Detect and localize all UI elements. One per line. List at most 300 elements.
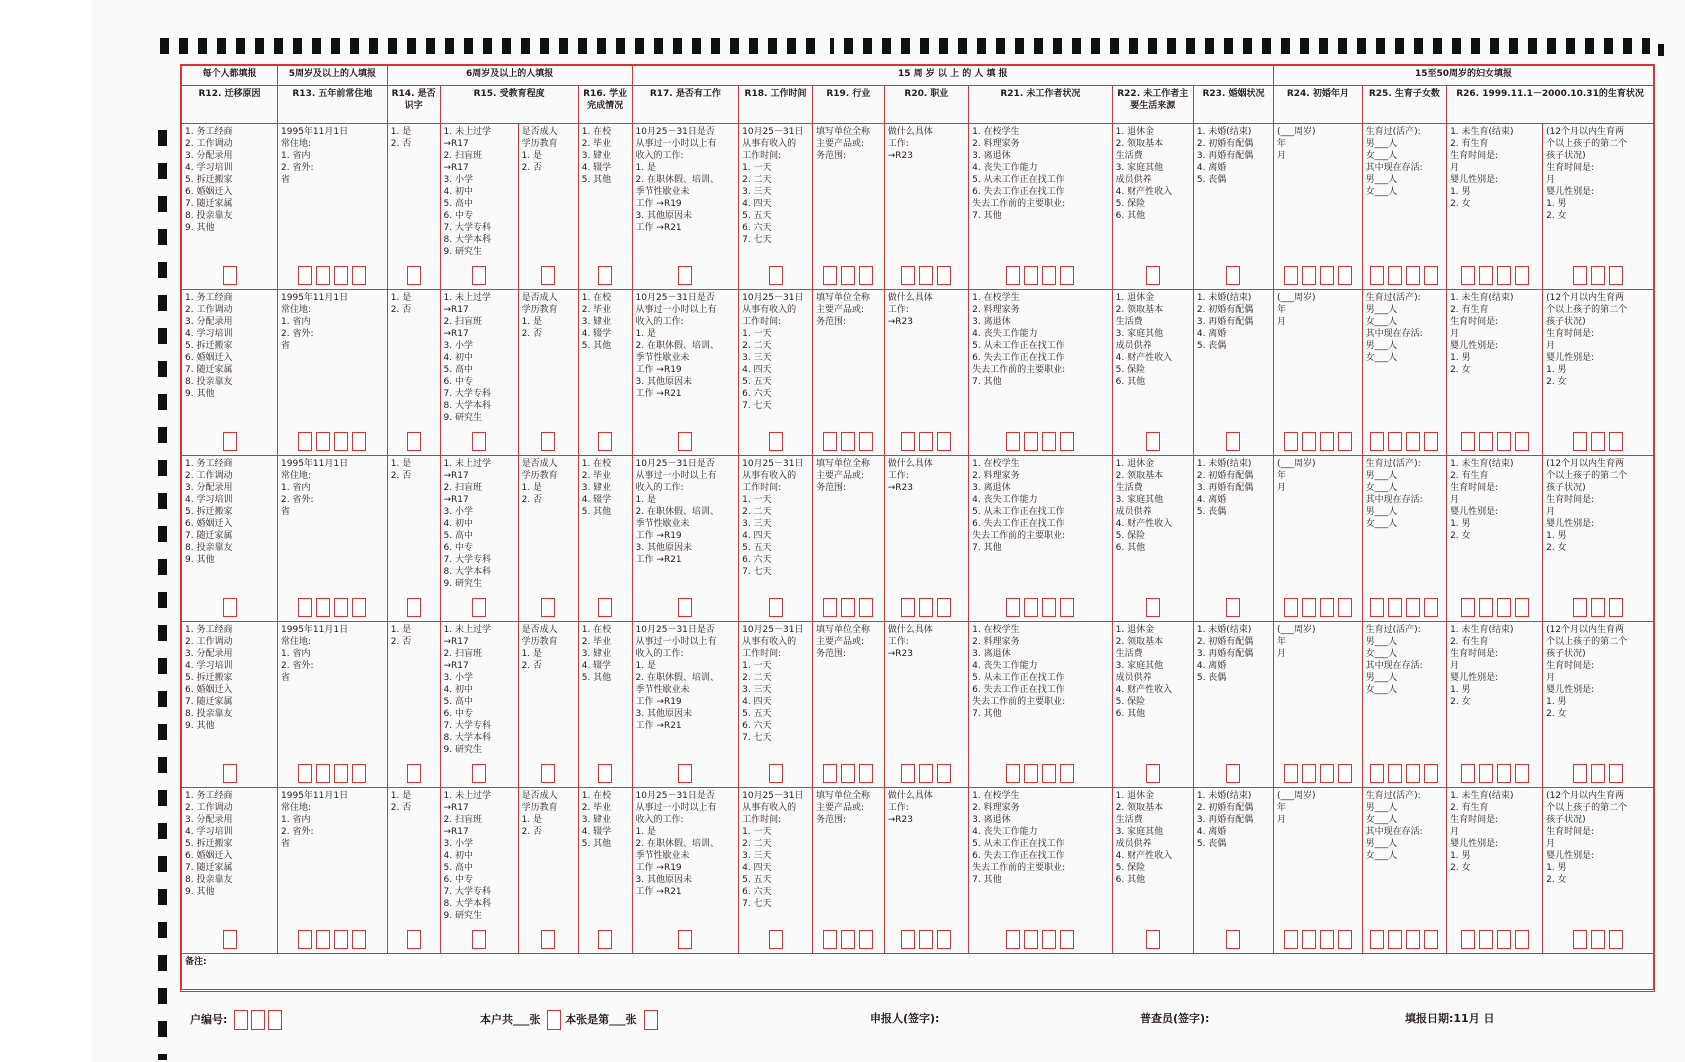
answer-box[interactable]: [1461, 930, 1475, 949]
answer-box[interactable]: [598, 266, 612, 285]
answer-box[interactable]: [472, 598, 486, 617]
answer-box[interactable]: [1515, 764, 1529, 783]
option-text: 女___人: [1365, 685, 1398, 695]
household-number-box[interactable]: [251, 1010, 265, 1030]
answer-box[interactable]: [1024, 930, 1038, 949]
option-text: 工作 →R19: [635, 863, 682, 873]
answer-box[interactable]: [1406, 598, 1420, 617]
option-text: 1. 退休金: [1115, 459, 1155, 469]
answer-boxes: [1194, 266, 1273, 285]
option-text: 5. 拆迁搬家: [185, 341, 233, 351]
answer-box[interactable]: [1284, 266, 1298, 285]
option-text: 3. 肄业: [581, 815, 612, 825]
answer-box[interactable]: [1515, 266, 1529, 285]
answer-box[interactable]: [298, 598, 312, 617]
answer-box[interactable]: [1006, 432, 1020, 451]
option-text: 9. 其他: [185, 887, 215, 897]
household-number-box[interactable]: [268, 1010, 282, 1030]
answer-boxes: [1113, 266, 1193, 285]
answer-box[interactable]: [859, 930, 873, 949]
option-text: 5. 其他: [581, 175, 612, 185]
cell-r17: [632, 456, 739, 622]
option-text: 2. 工作调动: [185, 803, 233, 813]
option-text: 6. 中专: [443, 543, 473, 553]
answer-box[interactable]: [1609, 598, 1623, 617]
answer-box[interactable]: [1388, 764, 1402, 783]
answer-box[interactable]: [1497, 598, 1511, 617]
report-date[interactable]: 填报日期:11月 日: [1405, 1012, 1495, 1025]
answer-box[interactable]: [334, 764, 348, 783]
option-text: 4. 辍学: [581, 495, 612, 505]
answer-box[interactable]: [678, 930, 692, 949]
answer-box[interactable]: [1388, 266, 1402, 285]
answer-box[interactable]: [1370, 598, 1384, 617]
answer-box[interactable]: [407, 598, 421, 617]
option-text: 2. 二天: [742, 507, 772, 517]
cell-r22: [1112, 124, 1193, 290]
option-text: 5. 高中: [443, 697, 473, 707]
answer-box[interactable]: [1424, 930, 1438, 949]
answer-box[interactable]: [223, 598, 237, 617]
answer-box[interactable]: [1320, 266, 1334, 285]
answer-box[interactable]: [598, 432, 612, 451]
answer-box[interactable]: [1024, 764, 1038, 783]
option-text: 3. 三天: [742, 187, 772, 197]
cell-r18: [739, 124, 813, 290]
option-text: →R23: [887, 815, 913, 825]
answer-box[interactable]: [352, 266, 366, 285]
answer-box[interactable]: [298, 930, 312, 949]
answer-box[interactable]: [1338, 266, 1352, 285]
answer-box[interactable]: [1424, 432, 1438, 451]
option-text: 3. 家庭其他: [1115, 827, 1164, 837]
answer-boxes: [441, 598, 518, 617]
option-text: 1. 省内: [281, 151, 311, 161]
cell-r25: [1362, 622, 1446, 788]
answer-box[interactable]: [598, 764, 612, 783]
answer-box[interactable]: [1284, 764, 1298, 783]
answer-box[interactable]: [1024, 598, 1038, 617]
answer-box[interactable]: [1573, 432, 1587, 451]
answer-box[interactable]: [472, 266, 486, 285]
option-text: 3. 其他原因未: [635, 875, 692, 885]
answer-box[interactable]: [1042, 266, 1056, 285]
cell-r26b: [1543, 290, 1654, 456]
answer-box[interactable]: [823, 266, 837, 285]
cell-r25: [1362, 788, 1446, 954]
answer-box[interactable]: [1515, 598, 1529, 617]
answer-box[interactable]: [678, 764, 692, 783]
answer-box[interactable]: [352, 598, 366, 617]
answer-box[interactable]: [1388, 930, 1402, 949]
option-text: 2. 女: [1450, 531, 1471, 541]
answer-box[interactable]: [1461, 266, 1475, 285]
answer-box[interactable]: [472, 432, 486, 451]
answer-box[interactable]: [769, 266, 783, 285]
answer-box[interactable]: [223, 432, 237, 451]
answer-box[interactable]: [541, 764, 555, 783]
option-text: (12个月以内生育两: [1546, 293, 1625, 303]
option-text: 9. 其他: [185, 555, 215, 565]
answer-box[interactable]: [598, 598, 612, 617]
answer-box[interactable]: [316, 598, 330, 617]
answer-box[interactable]: [859, 764, 873, 783]
answer-box[interactable]: [1406, 764, 1420, 783]
answer-box[interactable]: [1573, 764, 1587, 783]
answer-box[interactable]: [1302, 930, 1316, 949]
answer-box[interactable]: [1479, 930, 1493, 949]
option-text: 婴儿性别是:: [1546, 851, 1595, 861]
answer-box[interactable]: [1024, 432, 1038, 451]
option-text: 6. 中专: [443, 211, 473, 221]
cell-r24: [1274, 124, 1363, 290]
answer-box[interactable]: [1591, 764, 1605, 783]
answer-box[interactable]: [316, 930, 330, 949]
answer-box[interactable]: [1497, 432, 1511, 451]
answer-box[interactable]: [1609, 930, 1623, 949]
option-text: 5. 高中: [443, 531, 473, 541]
answer-box[interactable]: [1406, 930, 1420, 949]
answer-box[interactable]: [823, 432, 837, 451]
answer-box[interactable]: [1060, 266, 1074, 285]
option-text: 2. 二天: [742, 341, 772, 351]
answer-box[interactable]: [407, 930, 421, 949]
answer-box[interactable]: [1338, 930, 1352, 949]
answer-box[interactable]: [1461, 598, 1475, 617]
answer-boxes: [441, 432, 518, 451]
answer-box[interactable]: [316, 432, 330, 451]
option-text: 3. 小学: [443, 673, 473, 683]
answer-box[interactable]: [1320, 432, 1334, 451]
answer-box[interactable]: [1226, 764, 1240, 783]
option-text: 7. 大学专科: [443, 223, 491, 233]
col-r15: R15. 受教育程度: [440, 86, 578, 124]
answer-box[interactable]: [1146, 432, 1160, 451]
answer-box[interactable]: [1338, 764, 1352, 783]
cell-r20: [884, 456, 968, 622]
answer-box[interactable]: [1320, 930, 1334, 949]
answer-box[interactable]: [1497, 266, 1511, 285]
option-text: 工作 →R19: [635, 199, 682, 209]
answer-box[interactable]: [919, 432, 933, 451]
answer-box[interactable]: [859, 598, 873, 617]
answer-box[interactable]: [407, 764, 421, 783]
option-text: 5. 高中: [443, 863, 473, 873]
answer-box[interactable]: [1042, 432, 1056, 451]
cell-r13: [278, 290, 388, 456]
answer-box[interactable]: [541, 930, 555, 949]
answer-box[interactable]: [1042, 764, 1056, 783]
answer-box[interactable]: [407, 432, 421, 451]
answer-box[interactable]: [334, 930, 348, 949]
answer-box[interactable]: [919, 930, 933, 949]
answer-boxes: [278, 764, 387, 783]
option-text: 1. 是: [521, 151, 543, 161]
option-text: 5. 丧偶: [1196, 175, 1227, 185]
answer-boxes: [885, 266, 968, 285]
answer-box[interactable]: [1573, 930, 1587, 949]
answer-box[interactable]: [1320, 764, 1334, 783]
answer-box[interactable]: [541, 598, 555, 617]
answer-box[interactable]: [1370, 930, 1384, 949]
answer-box[interactable]: [1591, 266, 1605, 285]
answer-box[interactable]: [1424, 266, 1438, 285]
answer-box[interactable]: [223, 764, 237, 783]
answer-box[interactable]: [1497, 930, 1511, 949]
option-text: 常住地:: [281, 139, 312, 149]
answer-box[interactable]: [472, 764, 486, 783]
option-text: 2. 有生育: [1450, 803, 1489, 813]
answer-box[interactable]: [1042, 930, 1056, 949]
answer-box[interactable]: [1302, 266, 1316, 285]
answer-box[interactable]: [316, 266, 330, 285]
answer-box[interactable]: [919, 598, 933, 617]
answer-box[interactable]: [352, 764, 366, 783]
answer-box[interactable]: [769, 764, 783, 783]
answer-box[interactable]: [1370, 432, 1384, 451]
option-text: 婴儿性别是:: [1450, 507, 1499, 517]
answer-box[interactable]: [1060, 930, 1074, 949]
answer-box[interactable]: [352, 930, 366, 949]
option-text: 5. 其他: [581, 341, 612, 351]
answer-box[interactable]: [901, 432, 915, 451]
answer-box[interactable]: [937, 266, 951, 285]
option-text: 5. 从未工作正在找工作: [972, 341, 1065, 351]
answer-box[interactable]: [223, 266, 237, 285]
option-text: 1. 省内: [281, 815, 311, 825]
answer-boxes: [1274, 764, 1362, 783]
answer-box[interactable]: [334, 598, 348, 617]
answer-box[interactable]: [859, 266, 873, 285]
option-text: 从事有收入的: [742, 637, 797, 647]
answer-box[interactable]: [1515, 432, 1529, 451]
option-text: 2. 料理家务: [972, 305, 1020, 315]
answer-box[interactable]: [1573, 266, 1587, 285]
answer-box[interactable]: [1284, 432, 1298, 451]
this-sheet-box[interactable]: [644, 1010, 658, 1030]
answer-box[interactable]: [1609, 266, 1623, 285]
answer-box[interactable]: [1479, 432, 1493, 451]
option-text: 10月25－31日: [742, 791, 804, 801]
answer-box[interactable]: [1497, 764, 1511, 783]
cell-r16: [578, 290, 632, 456]
option-text: 9. 其他: [185, 223, 215, 233]
answer-box[interactable]: [901, 598, 915, 617]
answer-box[interactable]: [1006, 764, 1020, 783]
option-text: 主要产品或:: [815, 637, 865, 647]
answer-box[interactable]: [1302, 764, 1316, 783]
option-text: 2. 省外:: [281, 163, 314, 173]
answer-box[interactable]: [1591, 432, 1605, 451]
total-sheets-box[interactable]: [547, 1010, 561, 1030]
option-text: 3. 离退休: [972, 317, 1011, 327]
answer-box[interactable]: [541, 266, 555, 285]
answer-box[interactable]: [1591, 598, 1605, 617]
answer-box[interactable]: [1461, 764, 1475, 783]
answer-box[interactable]: [823, 598, 837, 617]
answer-box[interactable]: [1006, 930, 1020, 949]
option-text: 生育时间是:: [1450, 151, 1499, 161]
answer-box[interactable]: [316, 764, 330, 783]
this-sheet-label: 本张是第___张: [565, 1013, 637, 1026]
answer-box[interactable]: [223, 930, 237, 949]
cell-r26b: [1543, 456, 1654, 622]
answer-box[interactable]: [841, 432, 855, 451]
option-text: 2. 女: [1450, 199, 1471, 209]
answer-box[interactable]: [1479, 598, 1493, 617]
option-text: →R17: [443, 305, 469, 315]
answer-boxes: [885, 930, 968, 949]
option-text: 5. 保险: [1115, 697, 1146, 707]
answer-box[interactable]: [1060, 598, 1074, 617]
answer-box[interactable]: [823, 764, 837, 783]
answer-box[interactable]: [1024, 266, 1038, 285]
option-text: 婴儿性别是:: [1450, 175, 1499, 185]
answer-box[interactable]: [901, 764, 915, 783]
answer-box[interactable]: [541, 432, 555, 451]
answer-box[interactable]: [769, 598, 783, 617]
answer-box[interactable]: [407, 266, 421, 285]
answer-box[interactable]: [334, 266, 348, 285]
household-number-box[interactable]: [234, 1010, 248, 1030]
answer-box[interactable]: [598, 930, 612, 949]
answer-box[interactable]: [1146, 930, 1160, 949]
answer-box[interactable]: [901, 266, 915, 285]
answer-box[interactable]: [1284, 930, 1298, 949]
answer-box[interactable]: [1226, 598, 1240, 617]
answer-box[interactable]: [1226, 266, 1240, 285]
option-text: 生育过(活产):: [1365, 791, 1421, 801]
answer-box[interactable]: [678, 266, 692, 285]
answer-box[interactable]: [937, 930, 951, 949]
answer-boxes: [1447, 266, 1542, 285]
option-text: 工作:: [887, 803, 909, 813]
option-text: 4. 丧失工作能力: [972, 329, 1038, 339]
enumerator-signature[interactable]: 普查员(签字):: [1140, 1012, 1210, 1025]
answer-box[interactable]: [472, 930, 486, 949]
answer-box[interactable]: [937, 764, 951, 783]
option-text: 月: [1450, 661, 1460, 671]
answer-box[interactable]: [678, 432, 692, 451]
option-text: (___周岁): [1277, 459, 1316, 469]
answer-box[interactable]: [1146, 764, 1160, 783]
answer-box[interactable]: [1424, 598, 1438, 617]
answer-box[interactable]: [1338, 432, 1352, 451]
answer-boxes: [633, 266, 739, 285]
answer-box[interactable]: [769, 930, 783, 949]
answer-box[interactable]: [1388, 598, 1402, 617]
option-text: (___周岁): [1277, 293, 1316, 303]
answer-box[interactable]: [298, 266, 312, 285]
answer-box[interactable]: [298, 432, 312, 451]
option-text: 1. 是: [390, 127, 412, 137]
option-text: 2. 二天: [742, 839, 772, 849]
answer-boxes: [519, 432, 578, 451]
answer-boxes: [1274, 266, 1362, 285]
answer-box[interactable]: [1573, 598, 1587, 617]
answer-box[interactable]: [1006, 598, 1020, 617]
answer-box[interactable]: [1226, 930, 1240, 949]
answer-box[interactable]: [1479, 764, 1493, 783]
answer-box[interactable]: [1302, 598, 1316, 617]
answer-box[interactable]: [1388, 432, 1402, 451]
answer-box[interactable]: [352, 432, 366, 451]
option-text: 月: [1450, 163, 1460, 173]
option-text: 6. 六天: [742, 389, 772, 399]
notes-area[interactable]: [182, 954, 1654, 990]
option-text: 10月25－31日是否: [635, 625, 715, 635]
option-text: 从事过一小时以上有: [635, 139, 717, 149]
answer-box[interactable]: [1006, 266, 1020, 285]
answer-box[interactable]: [1284, 598, 1298, 617]
answer-box[interactable]: [1060, 432, 1074, 451]
answer-box[interactable]: [823, 930, 837, 949]
answer-box[interactable]: [841, 930, 855, 949]
answer-box[interactable]: [937, 432, 951, 451]
answer-box[interactable]: [1370, 764, 1384, 783]
option-text: 2. 省外:: [281, 329, 314, 339]
answer-box[interactable]: [841, 266, 855, 285]
answer-box[interactable]: [1146, 266, 1160, 285]
answer-box[interactable]: [919, 764, 933, 783]
answer-box[interactable]: [1146, 598, 1160, 617]
answer-box[interactable]: [298, 764, 312, 783]
answer-box[interactable]: [1609, 432, 1623, 451]
option-text: 从事有收入的: [742, 305, 797, 315]
answer-box[interactable]: [841, 598, 855, 617]
answer-boxes: [969, 930, 1112, 949]
answer-box[interactable]: [1609, 764, 1623, 783]
option-text: 月: [1546, 673, 1556, 683]
option-text: 6. 中专: [443, 709, 473, 719]
option-text: →R23: [887, 483, 913, 493]
answer-box[interactable]: [1370, 266, 1384, 285]
option-text: 做什么具体: [887, 791, 933, 801]
option-text: 2. 初婚有配偶: [1196, 139, 1254, 149]
option-text: 4. 学习培训: [185, 495, 233, 505]
option-text: 1. 男: [1546, 697, 1567, 707]
option-text: 8. 大学本科: [443, 235, 491, 245]
reporter-signature[interactable]: 申报人(签字):: [870, 1012, 940, 1025]
answer-box[interactable]: [1515, 930, 1529, 949]
answer-box[interactable]: [1320, 598, 1334, 617]
answer-box[interactable]: [919, 266, 933, 285]
answer-box[interactable]: [1302, 432, 1316, 451]
answer-box[interactable]: [1591, 930, 1605, 949]
answer-box[interactable]: [1226, 432, 1240, 451]
option-text: 5. 丧偶: [1196, 673, 1227, 683]
answer-box[interactable]: [841, 764, 855, 783]
answer-box[interactable]: [1406, 432, 1420, 451]
option-text: 6. 中专: [443, 377, 473, 387]
answer-box[interactable]: [901, 930, 915, 949]
answer-box[interactable]: [1060, 764, 1074, 783]
answer-box[interactable]: [334, 432, 348, 451]
answer-box[interactable]: [769, 432, 783, 451]
option-text: 做什么具体: [887, 459, 933, 469]
answer-box[interactable]: [678, 598, 692, 617]
answer-box[interactable]: [1461, 432, 1475, 451]
answer-box[interactable]: [1042, 598, 1056, 617]
cell-r15: [440, 124, 518, 290]
answer-box[interactable]: [1338, 598, 1352, 617]
answer-box[interactable]: [1406, 266, 1420, 285]
answer-box[interactable]: [937, 598, 951, 617]
answer-box[interactable]: [1479, 266, 1493, 285]
answer-box[interactable]: [1424, 764, 1438, 783]
option-text: 9. 研究生: [443, 413, 482, 423]
answer-box[interactable]: [859, 432, 873, 451]
